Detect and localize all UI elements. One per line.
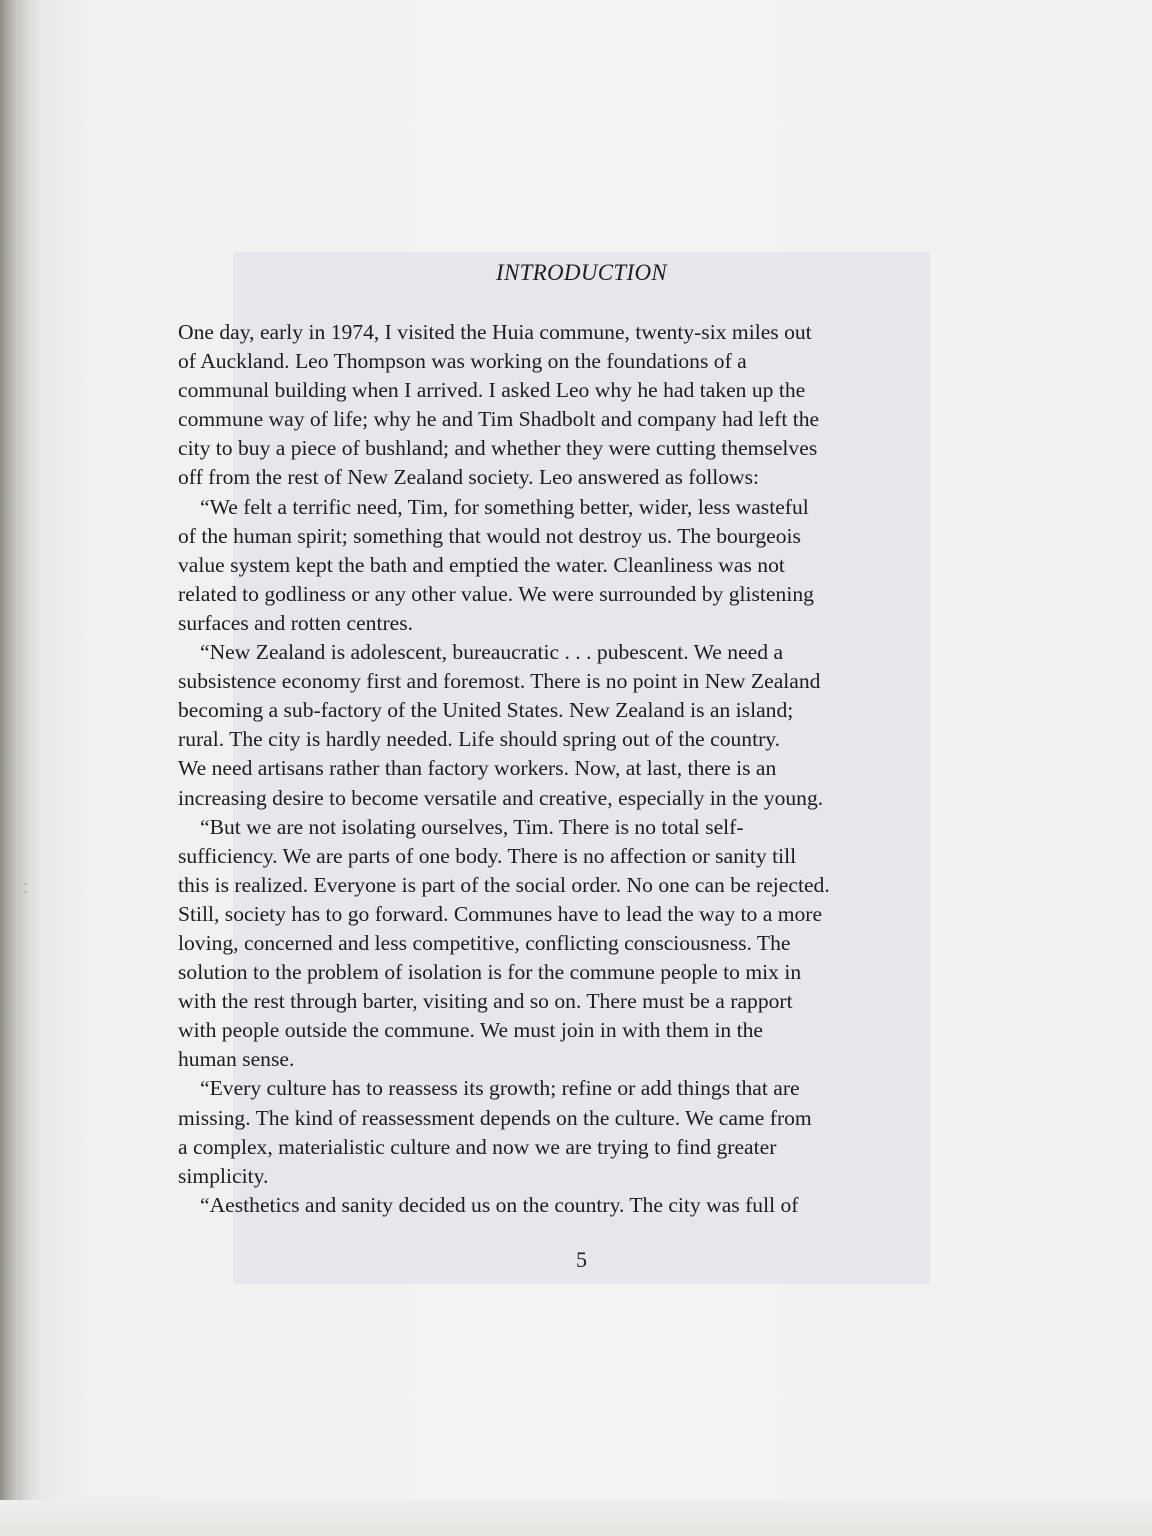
text-line: value system kept the bath and emptied the water. Cleanliness was not bbox=[178, 552, 785, 577]
margin-mark: · ˙ bbox=[24, 880, 28, 902]
text-line: this is realized. Everyone is part of the social order. No one can be rejected. bbox=[178, 872, 830, 897]
text-block bbox=[178, 252, 930, 1284]
text-line: a complex, materialistic culture and now we are trying to find greater bbox=[178, 1134, 777, 1159]
text-line: city to buy a piece of bushland; and whether they were cutting themselves bbox=[178, 436, 818, 461]
chapter-heading: INTRODUCTION bbox=[495, 260, 667, 285]
text-line: simplicity. bbox=[178, 1163, 269, 1188]
text-line: with the rest through barter, visiting and so on. There must be a rapport bbox=[178, 989, 793, 1014]
book-spine-shadow bbox=[0, 0, 18, 1536]
text-line: becoming a sub-factory of the United States. New Zealand is an island; bbox=[178, 698, 794, 723]
text-line: communal building when I arrived. I asked Leo why he had taken up the bbox=[178, 378, 806, 403]
paragraph-6 bbox=[178, 1191, 938, 1220]
text-line: increasing desire to become versatile and creative, especially in the young. bbox=[178, 785, 824, 810]
text-line: “Aesthetics and sanity decided us on the country. The city was full of bbox=[200, 1192, 799, 1217]
text-line: commune way of life; why he and Tim Shadbolt and company had left the bbox=[178, 407, 820, 432]
paragraph-4 bbox=[178, 813, 938, 1075]
paragraph-3 bbox=[178, 638, 938, 813]
text-line: solution to the problem of isolation is for the commune people to mix in bbox=[178, 960, 802, 985]
paragraph-2 bbox=[178, 493, 938, 638]
text-line: “We felt a terrific need, Tim, for something better, wider, less wasteful bbox=[200, 494, 809, 519]
paragraph-1 bbox=[178, 318, 938, 493]
table-surface bbox=[0, 1500, 1152, 1536]
text-line: One day, early in 1974, I visited the Huia commune, twenty-six miles out bbox=[178, 320, 812, 344]
text-line: related to godliness or any other value. We were surrounded by glistening bbox=[178, 581, 814, 606]
text-line: surfaces and rotten centres. bbox=[178, 610, 414, 635]
text-line: “Every culture has to reassess its growth; refine or add things that are bbox=[200, 1076, 800, 1101]
text-line: with people outside the commune. We must join in with them in the bbox=[178, 1018, 764, 1043]
paragraph-5 bbox=[178, 1074, 938, 1190]
body-text bbox=[178, 318, 938, 1220]
text-line: rural. The city is hardly needed. Life should spring out of the country. bbox=[178, 727, 781, 752]
text-line: subsistence economy first and foremost. There is no point in New Zealand bbox=[178, 669, 821, 694]
text-line: sufficiency. We are parts of one body. There is no affection or sanity till bbox=[178, 843, 797, 868]
text-line: Still, society has to go forward. Communes have to lead the way to a more bbox=[178, 901, 823, 926]
text-line: of Auckland. Leo Thompson was working on the foundations of a bbox=[178, 349, 747, 374]
text-line: We need artisans rather than factory workers. Now, at last, there is an bbox=[178, 756, 777, 781]
text-line: “But we are not isolating ourselves, Tim. There is no total self- bbox=[200, 814, 744, 839]
text-line: “New Zealand is adolescent, bureaucratic . . . pubescent. We need a bbox=[200, 640, 784, 665]
text-line: off from the rest of New Zealand society. Leo answered as follows: bbox=[178, 465, 760, 490]
page-number: 5 bbox=[576, 1247, 587, 1272]
page-edge bbox=[18, 0, 44, 1536]
text-line: of the human spirit; something that would not destroy us. The bourgeois bbox=[178, 523, 801, 548]
text-line: loving, concerned and less competitive, conflicting consciousness. The bbox=[178, 930, 791, 955]
text-line: human sense. bbox=[178, 1047, 295, 1072]
text-line: missing. The kind of reassessment depends on the culture. We came from bbox=[178, 1105, 812, 1130]
